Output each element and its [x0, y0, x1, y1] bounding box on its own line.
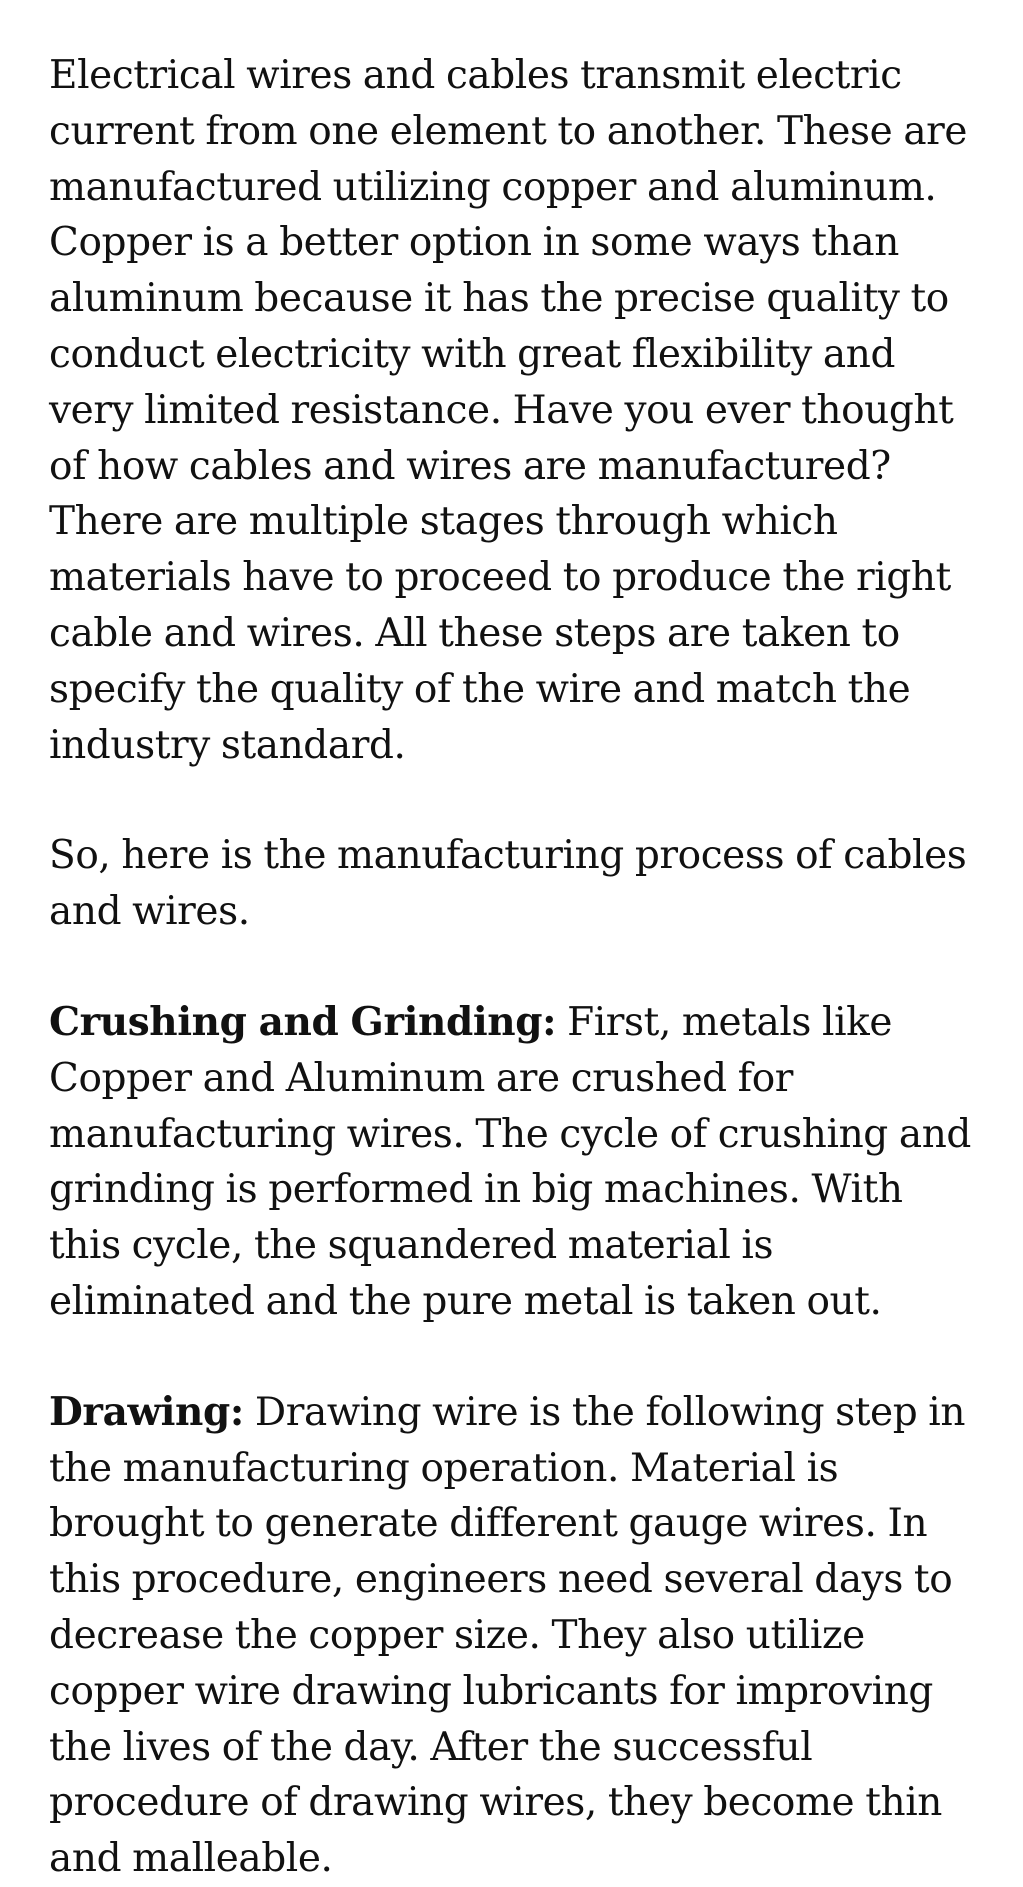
section-heading-drawing: Drawing: — [49, 1388, 244, 1435]
section-heading-crushing: Crushing and Grinding: — [49, 998, 557, 1045]
lead-in-paragraph: So, here is the manufacturing process of cables and wires. — [49, 833, 967, 935]
intro-paragraph: Electrical wires and cables transmit electric current from one element to another. These are manufactured utilizing copper and aluminum. Copper is a better option in some ways than aluminum because it has the precise quality to conduct electricity with great flexibility and very limited resistance. Have you ever thought of how cables and wires are manufactured? There are multiple stages through which materials have to proceed to produce the right cable and wires. All these steps are taken to specify the quality of the wire and match the industry standard. — [49, 53, 968, 768]
section-body-drawing: Drawing wire is the following step in the manufacturing operation. Material is brought to generate different gauge wires. In this procedure, engineers need several days to decrease the copper size. They also utilize copper wire drawing lubricants for improving the lives of the day. After the successful procedure of drawing wires, they become thin and malleable. — [49, 1389, 966, 1882]
section-paragraph-drawing — [49, 1385, 983, 1887]
section-paragraph-crushing — [49, 995, 983, 1330]
section-body-crushing: First, metals like Copper and Aluminum are crushed for manufacturing wires. The cycle of crushing and grinding is performed in big machines. With this cycle, the squandered material is eliminated and the pure metal is taken out. — [49, 999, 971, 1324]
